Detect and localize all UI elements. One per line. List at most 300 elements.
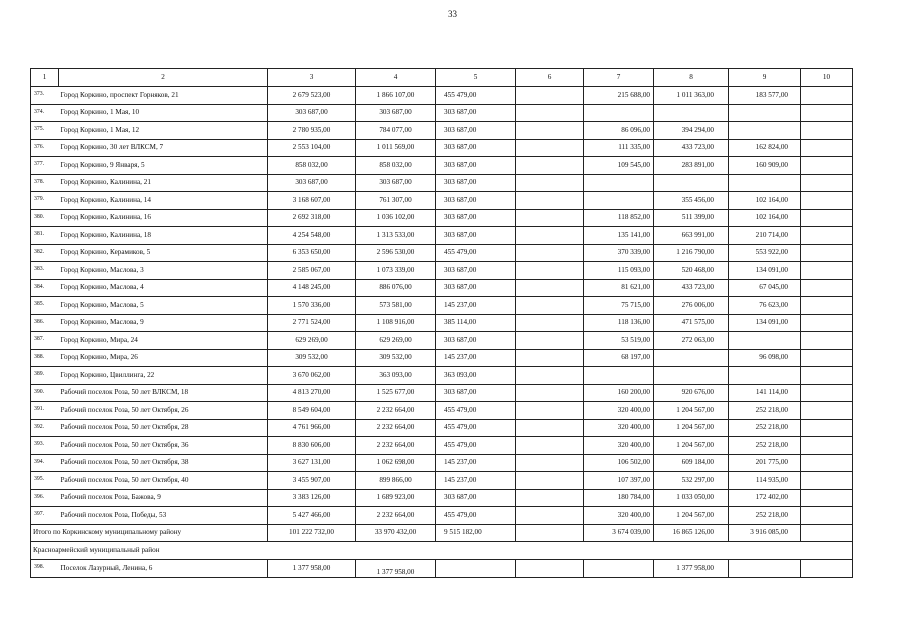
table-row <box>31 384 853 402</box>
value-cell-c4: 858 032,00 <box>356 157 436 175</box>
value-cell-c9: 210 714,00 <box>729 227 801 245</box>
table-row <box>31 559 853 578</box>
row-number: 374. <box>31 104 59 122</box>
value-cell-c7: 320 400,00 <box>584 507 654 525</box>
value-cell-c7: 106 502,00 <box>584 454 654 472</box>
row-number: 395. <box>31 472 59 490</box>
value-cell-c10 <box>801 332 853 350</box>
row-number: 398. <box>31 559 59 578</box>
table-row <box>31 419 853 437</box>
address-cell: Город Коркино, 30 лет ВЛКСМ, 7 <box>59 139 268 157</box>
value-cell-c6 <box>516 262 584 280</box>
value-cell-c8: 1 011 363,00 <box>654 87 729 105</box>
value-cell-c4: 2 232 664,00 <box>356 507 436 525</box>
value-cell-c3: 8 830 606,00 <box>268 437 356 455</box>
value-cell-c10 <box>801 472 853 490</box>
row-number: 390. <box>31 384 59 402</box>
value-cell-c8: 1 204 567,00 <box>654 507 729 525</box>
value-cell-c10 <box>801 157 853 175</box>
value-cell-c3: 1 377 958,00 <box>268 559 356 578</box>
value-cell-c6 <box>516 559 584 578</box>
value-cell-c7: 320 400,00 <box>584 419 654 437</box>
row-number: 373. <box>31 87 59 105</box>
value-cell-c10 <box>801 262 853 280</box>
value-cell-c10 <box>801 192 853 210</box>
value-cell-c9: 553 922,00 <box>729 244 801 262</box>
value-cell-c9: 172 402,00 <box>729 489 801 507</box>
value-cell-c4: 1 377 958,00 <box>356 559 436 578</box>
table-row <box>31 297 853 315</box>
total-cell-c7: 3 674 039,00 <box>584 524 654 542</box>
value-cell-c7: 109 545,00 <box>584 157 654 175</box>
value-cell-c9: 162 824,00 <box>729 139 801 157</box>
value-cell-c5: 145 237,00 <box>436 454 516 472</box>
value-cell-c10 <box>801 244 853 262</box>
table-row <box>31 139 853 157</box>
table-row <box>31 472 853 490</box>
row-number: 393. <box>31 437 59 455</box>
address-cell: Рабочий поселок Роза, 50 лет Октября, 28 <box>59 419 268 437</box>
value-cell-c8: 283 891,00 <box>654 157 729 175</box>
value-cell-c4: 573 581,00 <box>356 297 436 315</box>
value-cell-c7: 111 335,00 <box>584 139 654 157</box>
value-cell-c9: 114 935,00 <box>729 472 801 490</box>
value-cell-c9: 134 091,00 <box>729 262 801 280</box>
value-cell-c7: 320 400,00 <box>584 437 654 455</box>
value-cell-c8: 1 033 050,00 <box>654 489 729 507</box>
row-number: 387. <box>31 332 59 350</box>
value-cell-c7: 115 093,00 <box>584 262 654 280</box>
value-cell-c5: 303 687,00 <box>436 209 516 227</box>
value-cell-c8: 520 468,00 <box>654 262 729 280</box>
address-cell: Город Коркино, Калинина, 16 <box>59 209 268 227</box>
table-row <box>31 489 853 507</box>
total-cell-c3: 101 222 732,00 <box>268 524 356 542</box>
value-cell-c3: 2 553 104,00 <box>268 139 356 157</box>
value-cell-c5: 455 479,00 <box>436 419 516 437</box>
header-cell: 8 <box>654 69 729 87</box>
value-cell-c10 <box>801 384 853 402</box>
value-cell-c5: 303 687,00 <box>436 227 516 245</box>
value-cell-c3: 4 254 548,00 <box>268 227 356 245</box>
value-cell-c9: 160 909,00 <box>729 157 801 175</box>
value-cell-c8: 471 575,00 <box>654 314 729 332</box>
value-cell-c6 <box>516 297 584 315</box>
value-cell-c9: 134 091,00 <box>729 314 801 332</box>
address-cell: Город Коркино, Цвиллинга, 22 <box>59 367 268 385</box>
value-cell-c4: 1 866 107,00 <box>356 87 436 105</box>
address-cell: Поселок Лазурный, Ленина, 6 <box>59 559 268 578</box>
value-cell-c4: 1 073 339,00 <box>356 262 436 280</box>
value-cell-c7: 118 136,00 <box>584 314 654 332</box>
row-number: 377. <box>31 157 59 175</box>
value-cell-c8: 272 063,00 <box>654 332 729 350</box>
address-cell: Город Коркино, Маслова, 4 <box>59 279 268 297</box>
value-cell-c10 <box>801 489 853 507</box>
value-cell-c10 <box>801 104 853 122</box>
value-cell-c7: 135 141,00 <box>584 227 654 245</box>
value-cell-c3: 4 813 270,00 <box>268 384 356 402</box>
value-cell-c5: 303 687,00 <box>436 139 516 157</box>
page-number: 33 <box>448 9 457 19</box>
value-cell-c9: 96 098,00 <box>729 349 801 367</box>
value-cell-c4: 1 011 569,00 <box>356 139 436 157</box>
total-cell-c10 <box>801 524 853 542</box>
table-row <box>31 437 853 455</box>
row-number: 382. <box>31 244 59 262</box>
value-cell-c6 <box>516 244 584 262</box>
address-cell: Город Коркино, 1 Мая, 12 <box>59 122 268 140</box>
value-cell-c10 <box>801 507 853 525</box>
table-row <box>31 332 853 350</box>
value-cell-c7: 53 519,00 <box>584 332 654 350</box>
value-cell-c7: 160 200,00 <box>584 384 654 402</box>
value-cell-c8: 511 399,00 <box>654 209 729 227</box>
value-cell-c9 <box>729 122 801 140</box>
value-cell-c6 <box>516 454 584 472</box>
value-cell-c5 <box>436 559 516 578</box>
value-cell-c5: 303 687,00 <box>436 192 516 210</box>
value-cell-c4: 303 687,00 <box>356 174 436 192</box>
value-cell-c6 <box>516 367 584 385</box>
register-table <box>30 68 853 578</box>
value-cell-c8: 1 204 567,00 <box>654 419 729 437</box>
value-cell-c9: 252 218,00 <box>729 419 801 437</box>
value-cell-c7: 320 400,00 <box>584 402 654 420</box>
value-cell-c3: 3 670 062,00 <box>268 367 356 385</box>
total-cell-c8: 16 865 126,00 <box>654 524 729 542</box>
table-row <box>31 279 853 297</box>
header-cell: 10 <box>801 69 853 87</box>
table-body <box>31 69 853 578</box>
value-cell-c4: 1 108 916,00 <box>356 314 436 332</box>
value-cell-c9: 252 218,00 <box>729 507 801 525</box>
value-cell-c5: 303 687,00 <box>436 332 516 350</box>
value-cell-c10 <box>801 437 853 455</box>
value-cell-c9 <box>729 174 801 192</box>
value-cell-c8: 609 184,00 <box>654 454 729 472</box>
value-cell-c6 <box>516 192 584 210</box>
value-cell-c6 <box>516 227 584 245</box>
value-cell-c10 <box>801 402 853 420</box>
value-cell-c3: 2 771 524,00 <box>268 314 356 332</box>
row-number: 386. <box>31 314 59 332</box>
value-cell-c5: 363 093,00 <box>436 367 516 385</box>
value-cell-c8 <box>654 367 729 385</box>
value-cell-c9: 67 045,00 <box>729 279 801 297</box>
address-cell: Рабочий поселок Роза, Бажова, 9 <box>59 489 268 507</box>
row-number: 381. <box>31 227 59 245</box>
value-cell-c9: 183 577,00 <box>729 87 801 105</box>
value-cell-c3: 5 427 466,00 <box>268 507 356 525</box>
value-cell-c6 <box>516 419 584 437</box>
address-cell: Рабочий поселок Роза, 50 лет Октября, 38 <box>59 454 268 472</box>
value-cell-c10 <box>801 139 853 157</box>
value-cell-c9: 252 218,00 <box>729 402 801 420</box>
value-cell-c5: 303 687,00 <box>436 104 516 122</box>
value-cell-c5: 455 479,00 <box>436 244 516 262</box>
value-cell-c7 <box>584 367 654 385</box>
row-number: 385. <box>31 297 59 315</box>
value-cell-c7 <box>584 559 654 578</box>
header-cell: 6 <box>516 69 584 87</box>
value-cell-c5: 303 687,00 <box>436 384 516 402</box>
value-cell-c5: 455 479,00 <box>436 402 516 420</box>
address-cell: Рабочий поселок Роза, Победы, 53 <box>59 507 268 525</box>
value-cell-c5: 303 687,00 <box>436 122 516 140</box>
row-number: 378. <box>31 174 59 192</box>
row-number: 391. <box>31 402 59 420</box>
row-number: 379. <box>31 192 59 210</box>
value-cell-c7: 86 096,00 <box>584 122 654 140</box>
address-cell: Город Коркино, Калинина, 18 <box>59 227 268 245</box>
table-row <box>31 104 853 122</box>
value-cell-c8: 663 991,00 <box>654 227 729 245</box>
row-number: 397. <box>31 507 59 525</box>
value-cell-c4: 761 307,00 <box>356 192 436 210</box>
value-cell-c9: 102 164,00 <box>729 209 801 227</box>
total-cell-c6 <box>516 524 584 542</box>
table-row <box>31 227 853 245</box>
value-cell-c6 <box>516 437 584 455</box>
value-cell-c6 <box>516 139 584 157</box>
value-cell-c4: 303 687,00 <box>356 104 436 122</box>
value-cell-c9 <box>729 332 801 350</box>
row-number: 376. <box>31 139 59 157</box>
total-cell-c4: 33 970 432,00 <box>356 524 436 542</box>
value-cell-c8 <box>654 349 729 367</box>
value-cell-c9 <box>729 367 801 385</box>
value-cell-c7: 118 852,00 <box>584 209 654 227</box>
table-row <box>31 349 853 367</box>
value-cell-c10 <box>801 454 853 472</box>
total-label: Итого по Коркинскому муниципальному району <box>31 524 268 542</box>
value-cell-c6 <box>516 384 584 402</box>
header-cell: 1 <box>31 69 59 87</box>
value-cell-c3: 2 780 935,00 <box>268 122 356 140</box>
value-cell-c6 <box>516 472 584 490</box>
row-number: 383. <box>31 262 59 280</box>
value-cell-c8: 433 723,00 <box>654 279 729 297</box>
value-cell-c3: 4 148 245,00 <box>268 279 356 297</box>
value-cell-c7: 68 197,00 <box>584 349 654 367</box>
value-cell-c8: 1 204 567,00 <box>654 402 729 420</box>
value-cell-c6 <box>516 174 584 192</box>
row-number: 375. <box>31 122 59 140</box>
address-cell: Город Коркино, Калинина, 14 <box>59 192 268 210</box>
value-cell-c6 <box>516 402 584 420</box>
value-cell-c7: 215 688,00 <box>584 87 654 105</box>
value-cell-c3: 3 383 126,00 <box>268 489 356 507</box>
value-cell-c8: 394 294,00 <box>654 122 729 140</box>
value-cell-c4: 1 313 533,00 <box>356 227 436 245</box>
header-cell: 2 <box>59 69 268 87</box>
value-cell-c10 <box>801 559 853 578</box>
value-cell-c6 <box>516 157 584 175</box>
address-cell: Город Коркино, 1 Мая, 10 <box>59 104 268 122</box>
value-cell-c4: 1 036 102,00 <box>356 209 436 227</box>
value-cell-c10 <box>801 314 853 332</box>
address-cell: Рабочий поселок Роза, 50 лет Октября, 36 <box>59 437 268 455</box>
value-cell-c9: 201 775,00 <box>729 454 801 472</box>
value-cell-c3: 4 761 966,00 <box>268 419 356 437</box>
value-cell-c10 <box>801 174 853 192</box>
value-cell-c10 <box>801 419 853 437</box>
address-cell: Город Коркино, Калинина, 21 <box>59 174 268 192</box>
value-cell-c8 <box>654 174 729 192</box>
value-cell-c4: 629 269,00 <box>356 332 436 350</box>
value-cell-c10 <box>801 209 853 227</box>
header-cell: 5 <box>436 69 516 87</box>
header-cell: 7 <box>584 69 654 87</box>
value-cell-c6 <box>516 209 584 227</box>
value-cell-c8 <box>654 104 729 122</box>
section-row <box>31 542 853 560</box>
address-cell: Город Коркино, Мира, 26 <box>59 349 268 367</box>
table-row <box>31 314 853 332</box>
address-cell: Рабочий поселок Роза, 50 лет ВЛКСМ, 18 <box>59 384 268 402</box>
row-number: 380. <box>31 209 59 227</box>
address-cell: Город Коркино, Мира, 24 <box>59 332 268 350</box>
value-cell-c4: 886 076,00 <box>356 279 436 297</box>
row-number: 396. <box>31 489 59 507</box>
address-cell: Город Коркино, проспект Горняков, 21 <box>59 87 268 105</box>
value-cell-c10 <box>801 367 853 385</box>
table-row <box>31 122 853 140</box>
value-cell-c8: 276 006,00 <box>654 297 729 315</box>
header-cell: 3 <box>268 69 356 87</box>
value-cell-c4: 899 866,00 <box>356 472 436 490</box>
value-cell-c3: 629 269,00 <box>268 332 356 350</box>
address-cell: Город Коркино, Маслова, 3 <box>59 262 268 280</box>
value-cell-c7 <box>584 192 654 210</box>
table-row <box>31 192 853 210</box>
value-cell-c10 <box>801 122 853 140</box>
total-cell-c5: 9 515 182,00 <box>436 524 516 542</box>
value-cell-c5: 145 237,00 <box>436 349 516 367</box>
value-cell-c9 <box>729 559 801 578</box>
value-cell-c4: 2 596 530,00 <box>356 244 436 262</box>
address-cell: Рабочий поселок Роза, 50 лет Октября, 26 <box>59 402 268 420</box>
value-cell-c10 <box>801 297 853 315</box>
address-cell: Город Коркино, 9 Января, 5 <box>59 157 268 175</box>
address-cell: Город Коркино, Керамиков, 5 <box>59 244 268 262</box>
value-cell-c4: 2 232 664,00 <box>356 402 436 420</box>
row-number: 394. <box>31 454 59 472</box>
value-cell-c4: 2 232 664,00 <box>356 419 436 437</box>
value-cell-c7 <box>584 104 654 122</box>
value-cell-c10 <box>801 227 853 245</box>
value-cell-c9: 252 218,00 <box>729 437 801 455</box>
value-cell-c3: 3 168 607,00 <box>268 192 356 210</box>
table-row <box>31 157 853 175</box>
table-row <box>31 262 853 280</box>
value-cell-c3: 2 679 523,00 <box>268 87 356 105</box>
value-cell-c9 <box>729 104 801 122</box>
value-cell-c3: 3 455 907,00 <box>268 472 356 490</box>
value-cell-c6 <box>516 279 584 297</box>
value-cell-c6 <box>516 122 584 140</box>
value-cell-c5: 303 687,00 <box>436 157 516 175</box>
value-cell-c3: 1 570 336,00 <box>268 297 356 315</box>
value-cell-c3: 6 353 650,00 <box>268 244 356 262</box>
table-row <box>31 507 853 525</box>
value-cell-c4: 1 062 698,00 <box>356 454 436 472</box>
value-cell-c5: 303 687,00 <box>436 174 516 192</box>
row-number: 392. <box>31 419 59 437</box>
value-cell-c10 <box>801 349 853 367</box>
value-cell-c7: 81 621,00 <box>584 279 654 297</box>
value-cell-c4: 1 525 677,00 <box>356 384 436 402</box>
value-cell-c5: 385 114,00 <box>436 314 516 332</box>
value-cell-c8: 1 204 567,00 <box>654 437 729 455</box>
value-cell-c5: 303 687,00 <box>436 279 516 297</box>
table-row <box>31 174 853 192</box>
value-cell-c3: 309 532,00 <box>268 349 356 367</box>
value-cell-c7: 75 715,00 <box>584 297 654 315</box>
value-cell-c8: 532 297,00 <box>654 472 729 490</box>
value-cell-c6 <box>516 489 584 507</box>
value-cell-c6 <box>516 507 584 525</box>
value-cell-c5: 455 479,00 <box>436 507 516 525</box>
value-cell-c5: 455 479,00 <box>436 437 516 455</box>
total-row <box>31 524 853 542</box>
section-label: Красноармейский муниципальный район <box>31 542 853 560</box>
value-cell-c7: 180 784,00 <box>584 489 654 507</box>
value-cell-c5: 303 687,00 <box>436 262 516 280</box>
value-cell-c3: 8 549 604,00 <box>268 402 356 420</box>
header-cell: 9 <box>729 69 801 87</box>
table-row <box>31 402 853 420</box>
value-cell-c6 <box>516 349 584 367</box>
value-cell-c6 <box>516 87 584 105</box>
value-cell-c8: 1 216 790,00 <box>654 244 729 262</box>
address-cell: Город Коркино, Маслова, 9 <box>59 314 268 332</box>
row-number: 389. <box>31 367 59 385</box>
value-cell-c3: 858 032,00 <box>268 157 356 175</box>
value-cell-c6 <box>516 104 584 122</box>
value-cell-c4: 1 689 923,00 <box>356 489 436 507</box>
table-row <box>31 87 853 105</box>
row-number: 384. <box>31 279 59 297</box>
address-cell: Город Коркино, Маслова, 5 <box>59 297 268 315</box>
value-cell-c3: 2 585 067,00 <box>268 262 356 280</box>
value-cell-c8: 1 377 958,00 <box>654 559 729 578</box>
value-cell-c8: 355 456,00 <box>654 192 729 210</box>
value-cell-c4: 309 532,00 <box>356 349 436 367</box>
value-cell-c3: 3 627 131,00 <box>268 454 356 472</box>
value-cell-c8: 920 676,00 <box>654 384 729 402</box>
value-cell-c5: 145 237,00 <box>436 472 516 490</box>
value-cell-c10 <box>801 279 853 297</box>
table-row <box>31 209 853 227</box>
value-cell-c8: 433 723,00 <box>654 139 729 157</box>
value-cell-c3: 2 692 318,00 <box>268 209 356 227</box>
value-cell-c9: 76 623,00 <box>729 297 801 315</box>
table-row <box>31 244 853 262</box>
row-number: 388. <box>31 349 59 367</box>
value-cell-c4: 363 093,00 <box>356 367 436 385</box>
value-cell-c6 <box>516 332 584 350</box>
address-cell: Рабочий поселок Роза, 50 лет Октября, 40 <box>59 472 268 490</box>
value-cell-c7 <box>584 174 654 192</box>
value-cell-c7: 107 397,00 <box>584 472 654 490</box>
value-cell-c7: 370 339,00 <box>584 244 654 262</box>
header-row <box>31 69 853 87</box>
total-cell-c9: 3 916 085,00 <box>729 524 801 542</box>
value-cell-c5: 145 237,00 <box>436 297 516 315</box>
table-row <box>31 454 853 472</box>
